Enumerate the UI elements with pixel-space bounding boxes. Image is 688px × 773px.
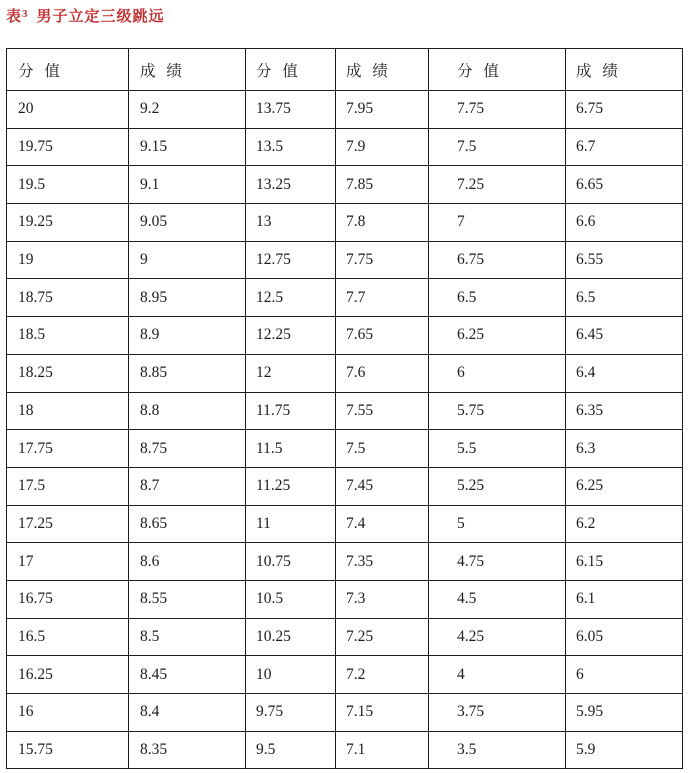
table-cell: 10.5 <box>246 580 336 618</box>
table-cell: 6.25 <box>566 467 683 505</box>
table-cell: 8.35 <box>129 731 246 769</box>
table-row <box>7 543 683 581</box>
table-cell: 15.75 <box>7 731 129 769</box>
table-cell: 17.5 <box>7 467 129 505</box>
table-row <box>7 694 683 732</box>
table-cell: 6.55 <box>566 241 683 279</box>
table-cell: 7.3 <box>336 580 429 618</box>
table-row <box>7 430 683 468</box>
table-cell: 12.75 <box>246 241 336 279</box>
table-cell: 8.8 <box>129 392 246 430</box>
header-result-2: 成 绩 <box>336 49 429 91</box>
table-cell: 8.9 <box>129 317 246 355</box>
table-cell: 6.2 <box>566 505 683 543</box>
table-cell: 7.45 <box>336 467 429 505</box>
table-cell: 16 <box>7 694 129 732</box>
table-cell: 6.05 <box>566 618 683 656</box>
table-cell: 7.25 <box>336 618 429 656</box>
table-cell: 6.65 <box>566 166 683 204</box>
table-cell: 4.5 <box>429 580 566 618</box>
table-cell: 5 <box>429 505 566 543</box>
table-cell: 7.25 <box>429 166 566 204</box>
table-cell: 20 <box>7 91 129 129</box>
table-cell: 18.5 <box>7 317 129 355</box>
table-cell: 6.15 <box>566 543 683 581</box>
table-row <box>7 241 683 279</box>
table-cell: 7.65 <box>336 317 429 355</box>
table-cell: 12.5 <box>246 279 336 317</box>
table-cell: 6.25 <box>429 317 566 355</box>
table-cell: 7.55 <box>336 392 429 430</box>
table-cell: 7.15 <box>336 694 429 732</box>
table-cell: 11.25 <box>246 467 336 505</box>
table-cell: 16.25 <box>7 656 129 694</box>
table-row <box>7 505 683 543</box>
table-cell: 19.25 <box>7 204 129 242</box>
table-cell: 9.05 <box>129 204 246 242</box>
table-row <box>7 580 683 618</box>
table-cell: 13.75 <box>246 91 336 129</box>
table-cell: 11.75 <box>246 392 336 430</box>
table-cell: 3.5 <box>429 731 566 769</box>
score-table <box>6 48 683 769</box>
table-header-row <box>7 49 683 91</box>
table-cell: 17.25 <box>7 505 129 543</box>
table-cell: 9.15 <box>129 128 246 166</box>
table-cell: 13.5 <box>246 128 336 166</box>
table-cell: 7.1 <box>336 731 429 769</box>
table-cell: 19.75 <box>7 128 129 166</box>
table-row <box>7 128 683 166</box>
table-cell: 8.55 <box>129 580 246 618</box>
table-cell: 5.75 <box>429 392 566 430</box>
table-cell: 4 <box>429 656 566 694</box>
table-row <box>7 91 683 129</box>
table-row <box>7 656 683 694</box>
table-cell: 9.75 <box>246 694 336 732</box>
table-cell: 10 <box>246 656 336 694</box>
table-cell: 8.5 <box>129 618 246 656</box>
table-cell: 8.85 <box>129 354 246 392</box>
table-cell: 7.7 <box>336 279 429 317</box>
table-cell: 4.75 <box>429 543 566 581</box>
table-cell: 7.8 <box>336 204 429 242</box>
table-cell: 9.2 <box>129 91 246 129</box>
table-cell: 6.3 <box>566 430 683 468</box>
table-cell: 6 <box>429 354 566 392</box>
table-cell: 17.75 <box>7 430 129 468</box>
table-cell: 6.35 <box>566 392 683 430</box>
table-cell: 6.7 <box>566 128 683 166</box>
header-result-1: 成 绩 <box>129 49 246 91</box>
table-cell: 9.5 <box>246 731 336 769</box>
table-cell: 8.6 <box>129 543 246 581</box>
table-cell: 6.45 <box>566 317 683 355</box>
table-cell: 5.95 <box>566 694 683 732</box>
table-cell: 6.75 <box>429 241 566 279</box>
table-cell: 8.7 <box>129 467 246 505</box>
table-cell: 6.6 <box>566 204 683 242</box>
page-title <box>6 5 165 26</box>
table-cell: 7.6 <box>336 354 429 392</box>
table-cell: 7 <box>429 204 566 242</box>
header-score-2: 分 值 <box>246 49 336 91</box>
table-row <box>7 166 683 204</box>
table-number: 表$^3$ <box>6 8 29 25</box>
table-cell: 17 <box>7 543 129 581</box>
table-cell: 7.75 <box>429 91 566 129</box>
table-cell: 6.5 <box>429 279 566 317</box>
table-cell: 6.5 <box>566 279 683 317</box>
table-cell: 5.25 <box>429 467 566 505</box>
table-cell: 7.4 <box>336 505 429 543</box>
table-cell: 10.25 <box>246 618 336 656</box>
table-row <box>7 204 683 242</box>
table-cell: 7.75 <box>336 241 429 279</box>
table-cell: 13.25 <box>246 166 336 204</box>
table-cell: 5.5 <box>429 430 566 468</box>
table-cell: 6.1 <box>566 580 683 618</box>
table-cell: 18 <box>7 392 129 430</box>
header-score-3: 分 值 <box>429 49 566 91</box>
table-cell: 11.5 <box>246 430 336 468</box>
table-cell: 9 <box>129 241 246 279</box>
table-cell: 7.5 <box>429 128 566 166</box>
header-score-1: 分 值 <box>7 49 129 91</box>
table-cell: 7.9 <box>336 128 429 166</box>
table-cell: 8.95 <box>129 279 246 317</box>
table-cell: 10.75 <box>246 543 336 581</box>
table-row <box>7 354 683 392</box>
table-cell: 8.45 <box>129 656 246 694</box>
table-cell: 12.25 <box>246 317 336 355</box>
table-cell: 6.4 <box>566 354 683 392</box>
table-row <box>7 317 683 355</box>
table-row <box>7 618 683 656</box>
table-row <box>7 392 683 430</box>
table-cell: 16.75 <box>7 580 129 618</box>
table-cell: 11 <box>246 505 336 543</box>
table-cell: 19.5 <box>7 166 129 204</box>
table-cell: 8.65 <box>129 505 246 543</box>
table-cell: 8.75 <box>129 430 246 468</box>
table-cell: 16.5 <box>7 618 129 656</box>
table-cell: 7.35 <box>336 543 429 581</box>
table-cell: 18.25 <box>7 354 129 392</box>
table-cell: 7.95 <box>336 91 429 129</box>
table-cell: 4.25 <box>429 618 566 656</box>
table-cell: 6.75 <box>566 91 683 129</box>
table-cell: 13 <box>246 204 336 242</box>
table-cell: 9.1 <box>129 166 246 204</box>
table-cell: 18.75 <box>7 279 129 317</box>
table-cell: 5.9 <box>566 731 683 769</box>
table-cell: 6 <box>566 656 683 694</box>
table-title-text: 男子立定三级跳远 <box>36 9 165 25</box>
table-row <box>7 731 683 769</box>
table-cell: 7.2 <box>336 656 429 694</box>
header-result-3: 成 绩 <box>566 49 683 91</box>
table-row <box>7 279 683 317</box>
table-cell: 19 <box>7 241 129 279</box>
table-cell: 7.85 <box>336 166 429 204</box>
table-cell: 7.5 <box>336 430 429 468</box>
table-cell: 12 <box>246 354 336 392</box>
table-row <box>7 467 683 505</box>
table-cell: 8.4 <box>129 694 246 732</box>
table-cell: 3.75 <box>429 694 566 732</box>
